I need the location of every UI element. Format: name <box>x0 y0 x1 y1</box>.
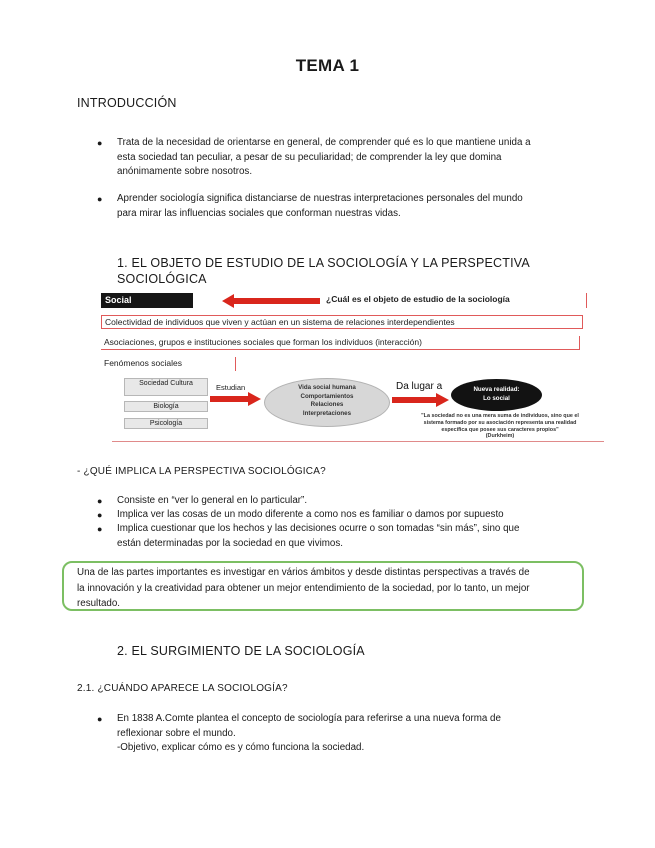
bullet-line: Trata de la necesidad de orientarse en general, de comprender qué es lo que mantiene unida a <box>117 137 531 148</box>
diagram-center-text: Vida social humana Comportamientos Relaciones Interpretaciones <box>298 384 356 417</box>
bullet-line: están determinadas por la sociedad en que vivimos. <box>117 537 344 549</box>
bullet-line: para mirar las influencias sociales que conforman nuestras vidas. <box>117 207 401 219</box>
list-item: ● Aprender sociología significa distanciarse de nuestras interpretaciones personales del mundo para mirar las influencias sociales que conforman nuestras vidas. <box>97 192 587 222</box>
bullet-line: Consiste en “ver lo general en lo particular”. <box>117 495 308 506</box>
bullet-line: En 1838 A.Comte plantea el concepto de sociología para referirse a una nueva forma de <box>117 713 501 724</box>
list-item: ● Implica cuestionar que los hechos y las decisiones ocurre o son tomadas “sin más”, sino que están determinadas por la sociedad en que vivimos. <box>97 522 587 552</box>
bullet-line: Implica cuestionar que los hechos y las decisiones ocurre o son tomadas “sin más”, sino que <box>117 523 520 534</box>
section-1-heading: 1. EL OBJETO DE ESTUDIO DE LA SOCIOLOGÍA Y LA PERSPECTIVA SOCIOLÓGICA <box>117 256 530 286</box>
bullet-line: anónimamente sobre nosotros. <box>117 166 253 177</box>
section-2-heading: 2. EL SURGIMIENTO DE LA SOCIOLOGÍA <box>117 644 365 658</box>
perspective-heading: - ¿QUÉ IMPLICA LA PERSPECTIVA SOCIOLÓGICA? <box>77 466 326 477</box>
bullet-line: Implica ver las cosas de un modo diferente a como nos es familiar o damos por supuesto <box>117 509 504 520</box>
diagram-da-lugar-label: Da lugar a <box>396 381 443 392</box>
diagram-row-asociaciones: Asociaciones, grupos e instituciones sociales que forman los individuos (interacción) <box>101 336 580 350</box>
bullet-line: reflexionar sobre el mundo. <box>117 727 236 739</box>
diagram-social-label: Social <box>101 293 193 308</box>
diagram-row-fenomenos: Fenómenos sociales <box>101 357 236 371</box>
diagram-new-reality-text: Nueva realidad: Lo social <box>473 386 520 402</box>
diagram-box-psicologia: Psicología <box>124 418 208 429</box>
diagram-box-biologia: Biología <box>124 401 208 412</box>
section-2-1-heading: 2.1. ¿CUÁNDO APARECE LA SOCIOLOGÍA? <box>77 683 288 694</box>
bullet-line: -Objetivo, explicar cómo es y cómo funciona la sociedad. <box>117 742 365 753</box>
right-arrow-icon <box>392 393 450 407</box>
list-item: ● Consiste en “ver lo general en lo particular”. <box>97 494 587 509</box>
left-arrow-icon <box>222 293 322 309</box>
list-item: ● Trata de la necesidad de orientarse en general, de comprender qué es lo que mantiene unida a esta sociedad tan peculiar, a pesar de su peculiaridad; de comprender la ley que domina anónimamente sobre nosotros. <box>97 136 587 181</box>
list-item: ● En 1838 A.Comte plantea el concepto de sociología para referirse a una nueva forma de reflexionar sobre el mundo. -Objetivo, explicar cómo es y cómo funciona la sociedad. <box>97 712 587 757</box>
bullet-line: esta sociedad tan peculiar, a pesar de su peculiaridad; de comprender la ley que domina <box>117 151 502 163</box>
diagram-estudian-label: Estudian <box>216 383 246 392</box>
diagram-row-colectividad: Colectividad de individuos que viven y actúan en un sistema de relaciones interdependientes <box>101 315 583 329</box>
diagram-quote-author: (Durkheim) <box>485 433 515 440</box>
right-arrow-icon <box>210 392 262 406</box>
bullet-line: Aprender sociología significa distanciarse de nuestras interpretaciones personales del mundo <box>117 193 523 204</box>
diagram-divider <box>112 441 604 442</box>
callout-text: Una de las partes importantes es investigar en vários ámbitos y desde distintas perspectivas a través de la innovación y la creatividad para obtener un mejor entendimiento de la sociedad, por lo tanto, un mejor resultado. <box>77 567 530 609</box>
page-title: TEMA 1 <box>295 56 360 75</box>
intro-heading: INTRODUCCIÓN <box>77 96 177 110</box>
diagram-question: ¿Cuál es el objeto de estudio de la sociología <box>326 294 510 304</box>
diagram-quote: "La sociedad no es una mera suma de individuos, sino que el sistema formado por su asociación representa una realidad específica que posee sus caracteres propios" (Durkheim) <box>398 413 602 440</box>
diagram-box-sociedad: Sociedad Cultura <box>124 378 208 396</box>
list-item: ● Implica ver las cosas de un modo diferente a como nos es familiar o damos por supuesto <box>97 508 587 523</box>
